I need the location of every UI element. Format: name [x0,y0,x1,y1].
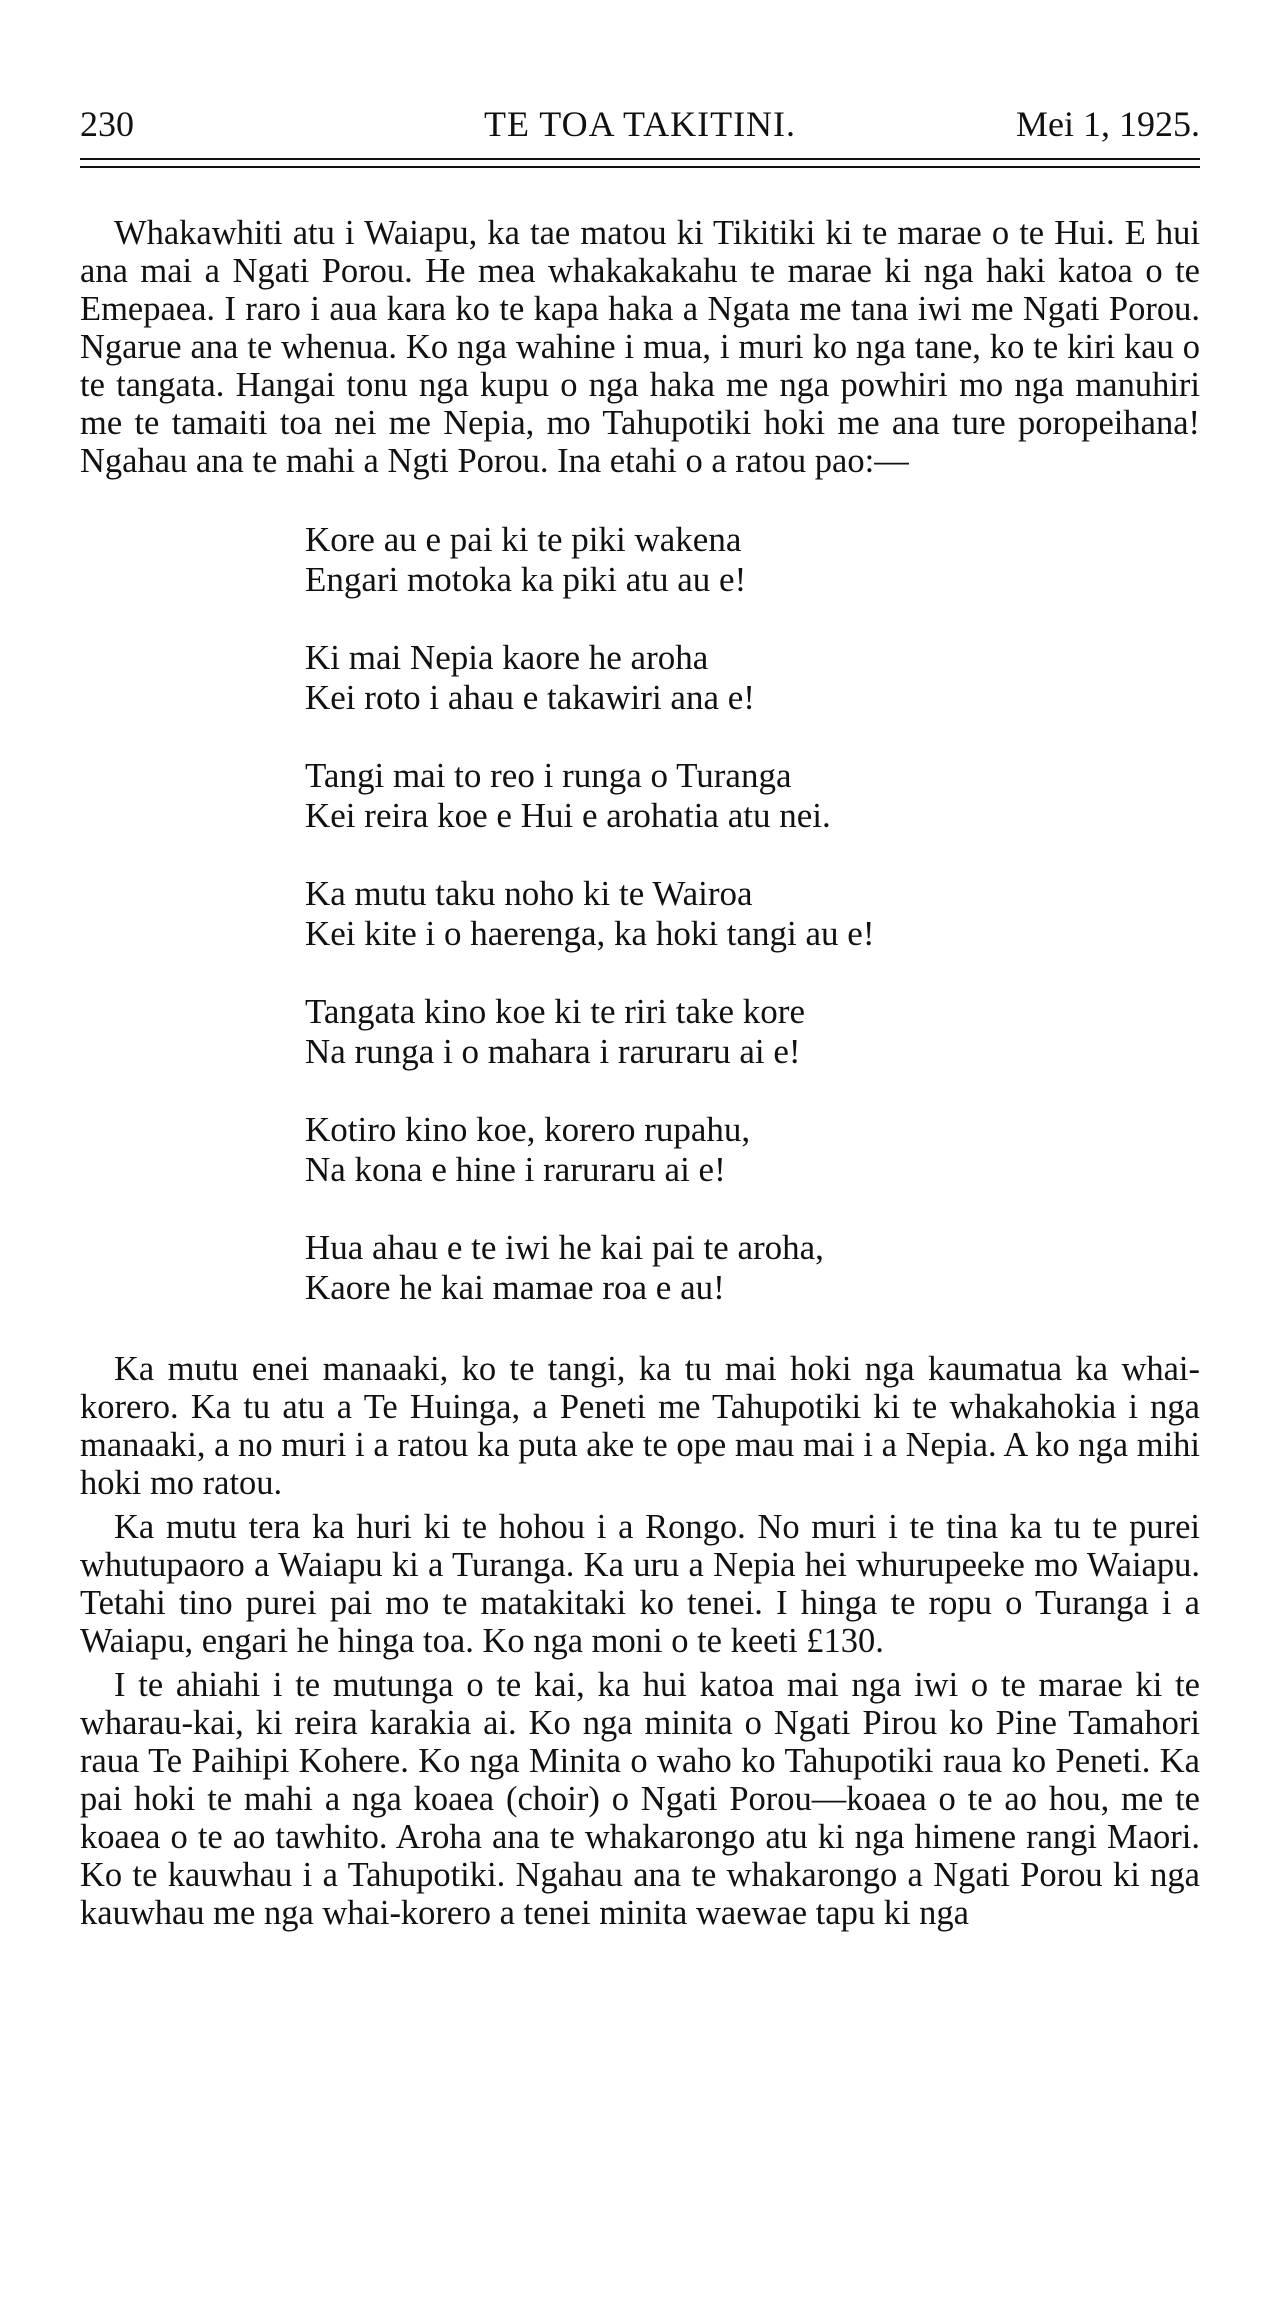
verse-line: Ka mutu taku noho ki te Wairoa [305,874,753,913]
paragraph: Whakawhiti atu i Waiapu, ka tae matou ki Tikitiki ki te marae o te Hui. E hui ana mai a Ngati Porou. He mea whakakakahu te marae ki nga haki katoa o te Emepaea. I raro i aua kara ko te kapa haka a Ngata me tana iwi me Ngati Porou. Ngarue ana te whenua. Ko nga wahine i mua, i muri ko nga tane, ko te kiri kau o te tangata. Hangai tonu nga kupu o nga haka me nga powhiri mo nga manuhiri me te tamaiti toa nei me Nepia, mo Tahupotiki hoki me ana ture poropeihana! Ngahau ana te mahi a Ngti Porou. Ina etahi o a ratou pao:— [80,214,1200,480]
running-head [80,100,1200,148]
verse-line: Na runga i o mahara i raruraru ai e! [305,1032,801,1071]
stanza [305,520,1200,600]
stanza [305,874,1200,954]
paragraph: Ka mutu enei manaaki, ko te tangi, ka tu mai hoki nga kaumatua ka whai-korero. Ka tu atu a Te Huinga, a Peneti me Tahupotiki ki te whakahokia i nga manaaki, a no muri i a ratou ka puta ake te ope mau mai i a Nepia. A ko nga mihi hoki mo ratou. [80,1350,1200,1502]
paragraph: I te ahiahi i te mutunga o te kai, ka hui katoa mai nga iwi o te marae ki te wharau-kai, ki reira karakia ai. Ko nga minita o Ngati Pirou ko Pine Tamahori raua Te Paihipi Kohere. Ko nga Minita o waho ko Tahupotiki raua ko Peneti. Ka pai hoki te mahi a nga koaea (choir) o Ngati Porou—koaea o te ao hou, me te koaea o te ao tawhito. Aroha ana te whakarongo atu ki nga himene rangi Maori. Ko te kauwhau i a Tahupotiki. Ngahau ana te whakarongo a Ngati Porou ki nga kauwhau me nga whai-korero a tenei minita waewae tapu ki nga [80,1666,1200,1932]
verse-line: Kei reira koe e Hui e arohatia atu nei. [305,796,831,835]
waiata-verses [305,520,1200,1308]
document-page [80,100,1200,1932]
verse-line: Kaore he kai mamae roa e au! [305,1268,725,1307]
verse-line: Kore au e pai ki te piki wakena [305,520,742,559]
journal-title: TE TOA TAKITINI. [483,104,797,144]
issue-date: Mei 1, 1925. [1016,104,1200,144]
verse-line: Tangata kino koe ki te riri take kore [305,992,805,1031]
verse-line: Kotiro kino koe, korero rupahu, [305,1110,751,1149]
stanza [305,756,1200,836]
header-double-rule [80,158,1200,168]
verse-line: Hua ahau e te iwi he kai pai te aroha, [305,1228,824,1267]
stanza [305,1110,1200,1190]
article-body [80,214,1200,1932]
verse-line: Ki mai Nepia kaore he aroha [305,638,709,677]
paragraph: Ka mutu tera ka huri ki te hohou i a Rongo. No muri i te tina ka tu te purei whutupaoro a Waiapu ki a Turanga. Ka uru a Nepia hei whurupeeke mo Waiapu. Tetahi tino purei pai mo te matakitaki ko tenei. I hinga te ropu o Turanga i a Waiapu, engari he hinga toa. Ko nga moni o te keeti £130. [80,1508,1200,1660]
stanza [305,1228,1200,1308]
verse-line: Engari motoka ka piki atu au e! [305,560,747,599]
verse-line: Kei kite i o haerenga, ka hoki tangi au e! [305,914,875,953]
stanza [305,638,1200,718]
page-number: 230 [80,104,134,144]
stanza [305,992,1200,1072]
verse-line: Kei roto i ahau e takawiri ana e! [305,678,755,717]
verse-line: Tangi mai to reo i runga o Turanga [305,756,792,795]
verse-line: Na kona e hine i raruraru ai e! [305,1150,726,1189]
